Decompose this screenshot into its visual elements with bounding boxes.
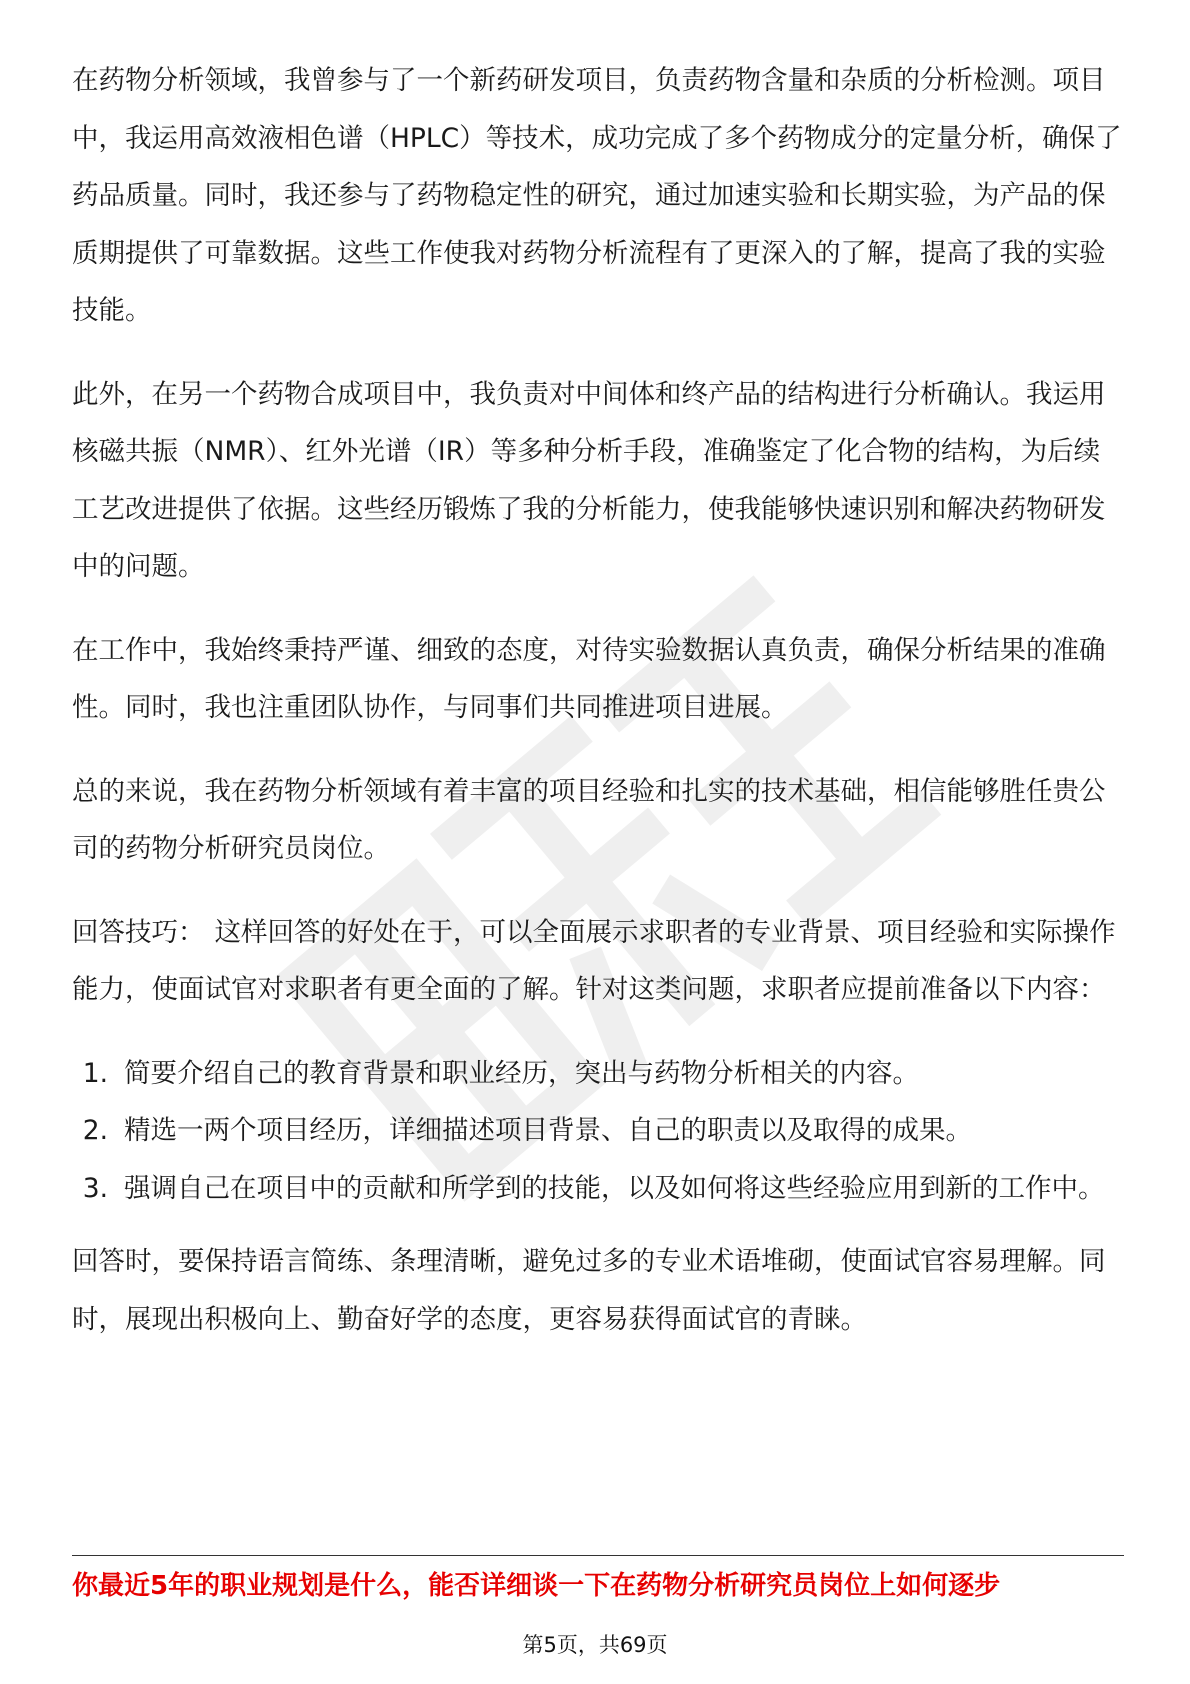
paragraph-project-analysis: 在药物分析领域，我曾参与了一个新药研发项目，负责药物含量和杂质的分析检测。项目中，我运用高效液相色谱（HPLC）等技术，成功完成了多个药物成分的定量分析，确保了药品质量。同时，我还参与了药物稳定性的研究，通过加速实验和长期实验，为产品的保质期提供了可靠数据。这些工作使我对药物分析流程有了更深入的了解，提高了我的实验技能。 [72, 65, 1122, 326]
list-item-text: 精选一两个项目经历，详细描述项目背景、自己的职责以及取得的成果。 [124, 1115, 972, 1146]
next-question-heading: 你最近5年的职业规划是什么，能否详细谈一下在药物分析研究员岗位上如何逐步 [72, 1571, 1001, 1601]
list-item-number: 3. [82, 1172, 108, 1204]
section-divider [72, 1555, 1124, 1556]
list-item-number: 1. [82, 1057, 108, 1089]
answer-tip [72, 904, 1124, 1019]
paragraph-summary: 总的来说，我在药物分析领域有着丰富的项目经验和扎实的技术基础，相信能够胜任贵公司的药物分析研究员岗位。 [72, 775, 1106, 864]
list-item-number: 2. [82, 1115, 108, 1146]
document-body [72, 52, 1124, 1374]
list-item [72, 1045, 1124, 1103]
list-item [72, 1160, 1124, 1218]
answer-tip-text: 这样回答的好处在于，可以全面展示求职者的专业背景、项目经验和实际操作能力，使面试官对求职者有更全面的了解。针对这类问题，求职者应提前准备以下内容： [72, 916, 1116, 1005]
list-item-text: 简要介绍自己的教育背景和职业经历，突出与药物分析相关的内容。 [124, 1057, 919, 1089]
paragraph-work-attitude: 在工作中，我始终秉持严谨、细致的态度，对待实验数据认真负责，确保分析结果的准确性。同时，我也注重团队协作，与同事们共同推进项目进展。 [72, 634, 1106, 723]
paragraph-synthesis-project: 此外，在另一个药物合成项目中，我负责对中间体和终产品的结构进行分析确认。我运用核磁共振（NMR）、红外光谱（IR）等多种分析手段，准确鉴定了化合物的结构，为后续工艺改进提供了依据。这些经历锻炼了我的分析能力，使我能够快速识别和解决药物研发中的问题。 [72, 378, 1106, 582]
list-item-text: 强调自己在项目中的贡献和所学到的技能，以及如何将这些经验应用到新的工作中。 [124, 1172, 1105, 1204]
page-footer: 第5页，共69页 [522, 1633, 668, 1657]
paragraph-closing: 回答时，要保持语言简练、条理清晰，避免过多的专业术语堆砌，使面试官容易理解。同时，展现出积极向上、勤奋好学的态度，更容易获得面试官的青睐。 [72, 1246, 1106, 1335]
list-item [72, 1102, 1124, 1160]
answer-tip-label: 回答技巧： [72, 916, 205, 948]
preparation-list [72, 1045, 1124, 1218]
